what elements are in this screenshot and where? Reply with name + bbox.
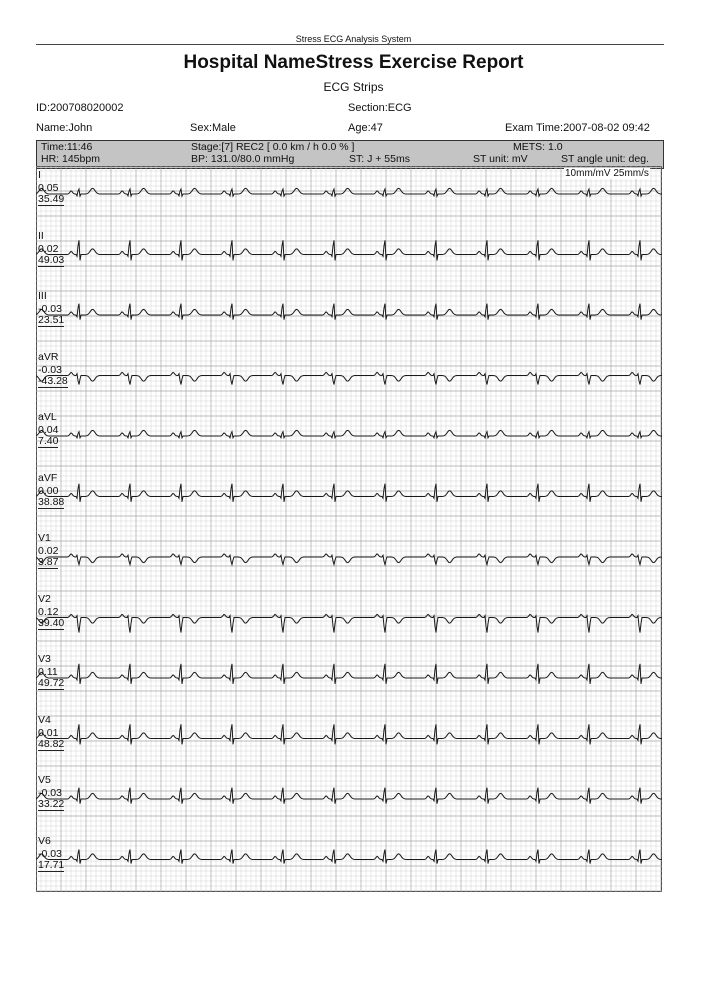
lead-name-i: I — [38, 169, 41, 181]
system-name: Stress ECG Analysis System — [295, 34, 412, 44]
lead-name-avf: aVF — [38, 471, 58, 484]
ecg-trace-lead-ii — [36, 240, 662, 260]
st-angle-v2: 39.40 — [38, 616, 65, 629]
grid-minor-lines — [36, 166, 662, 892]
patient-name: Name:John — [36, 122, 93, 134]
lead-name-v3: V3 — [38, 653, 51, 665]
lead-name-iii: III — [38, 290, 47, 302]
st-value-avr: -0.03 — [38, 363, 62, 376]
st-angle-unit: ST angle unit: deg. — [561, 153, 649, 165]
ecg-strips — [36, 166, 662, 892]
st-value-v4: 0.01 — [38, 726, 59, 739]
ecg-trace-lead-v6 — [36, 847, 662, 864]
header-divider — [36, 44, 664, 45]
recording-time: Time:11:46 — [41, 141, 93, 153]
ecg-trace-lead-avl — [36, 430, 662, 437]
st-value-avf: 0.00 — [38, 484, 59, 497]
st-angle-v5: 33.22 — [38, 798, 65, 810]
st-unit: ST unit: mV — [473, 153, 528, 165]
lead-name-v6: V6 — [38, 834, 51, 847]
st-value-iii: -0.03 — [38, 303, 62, 315]
patient-sex: Sex:Male — [190, 122, 236, 134]
lead-name-v1: V1 — [38, 532, 51, 544]
st-value-v1: 0.02 — [38, 545, 59, 557]
mets-value: METS: 1.0 — [513, 141, 563, 153]
lead-name-v2: V2 — [38, 592, 51, 605]
lead-name-v5: V5 — [38, 774, 51, 786]
st-value-v6: -0.03 — [38, 847, 62, 860]
ecg-trace-lead-i — [36, 188, 662, 196]
ecg-trace-lead-avf — [36, 484, 662, 502]
ecg-trace-lead-v1 — [36, 554, 662, 565]
st-value-v2: 0.12 — [38, 605, 59, 618]
st-angle-ii: 49.03 — [38, 253, 65, 266]
ecg-trace-lead-avr — [36, 372, 662, 384]
st-angle-avf: 38.88 — [38, 495, 65, 508]
patient-id: ID:200708020002 — [36, 102, 124, 114]
lead-name-ii: II — [38, 229, 44, 242]
st-angle-i: 35.49 — [38, 193, 65, 205]
ecg-trace-lead-v2 — [36, 614, 662, 632]
st-value-i: 0.05 — [38, 182, 59, 194]
grid-major-lines — [36, 166, 662, 892]
st-angle-avr: -43.28 — [38, 374, 68, 387]
lead-name-v4: V4 — [38, 713, 51, 726]
recording-info-bar — [36, 140, 664, 169]
st-measure-point: ST: J + 55ms — [349, 153, 410, 165]
ecg-trace-lead-v5 — [36, 788, 662, 804]
ecg-trace-lead-v4 — [36, 724, 662, 744]
st-angle-v3: 49.72 — [38, 677, 65, 689]
st-angle-avl: 7.40 — [38, 435, 59, 447]
patient-age: Age:47 — [348, 122, 383, 134]
scale-label: 10mm/mV 25mm/s — [565, 168, 649, 179]
st-value-v5: -0.03 — [38, 787, 62, 799]
blood-pressure: BP: 131.0/80.0 mmHg — [191, 153, 295, 165]
report-title: Hospital NameStress Exercise Report — [183, 52, 524, 73]
report-subtitle: ECG Strips — [323, 80, 384, 94]
exam-time: Exam Time:2007-08-02 09:42 — [505, 122, 650, 134]
lead-name-avr: aVR — [38, 350, 59, 363]
st-angle-v1: 3.87 — [38, 556, 59, 568]
st-angle-v6: 17.71 — [38, 858, 65, 871]
heart-rate: HR: 145bpm — [41, 153, 100, 165]
st-value-ii: 0.02 — [38, 242, 59, 255]
lead-name-avl: aVL — [38, 411, 57, 423]
st-angle-iii: 23.51 — [38, 314, 65, 326]
st-value-v3: 0.11 — [38, 666, 58, 678]
patient-section: Section:ECG — [348, 102, 412, 114]
exercise-stage: Stage:[7] REC2 [ 0.0 km / h 0.0 % ] — [191, 141, 355, 153]
st-angle-v4: 48.82 — [38, 737, 65, 750]
st-value-avl: 0.04 — [38, 424, 59, 436]
